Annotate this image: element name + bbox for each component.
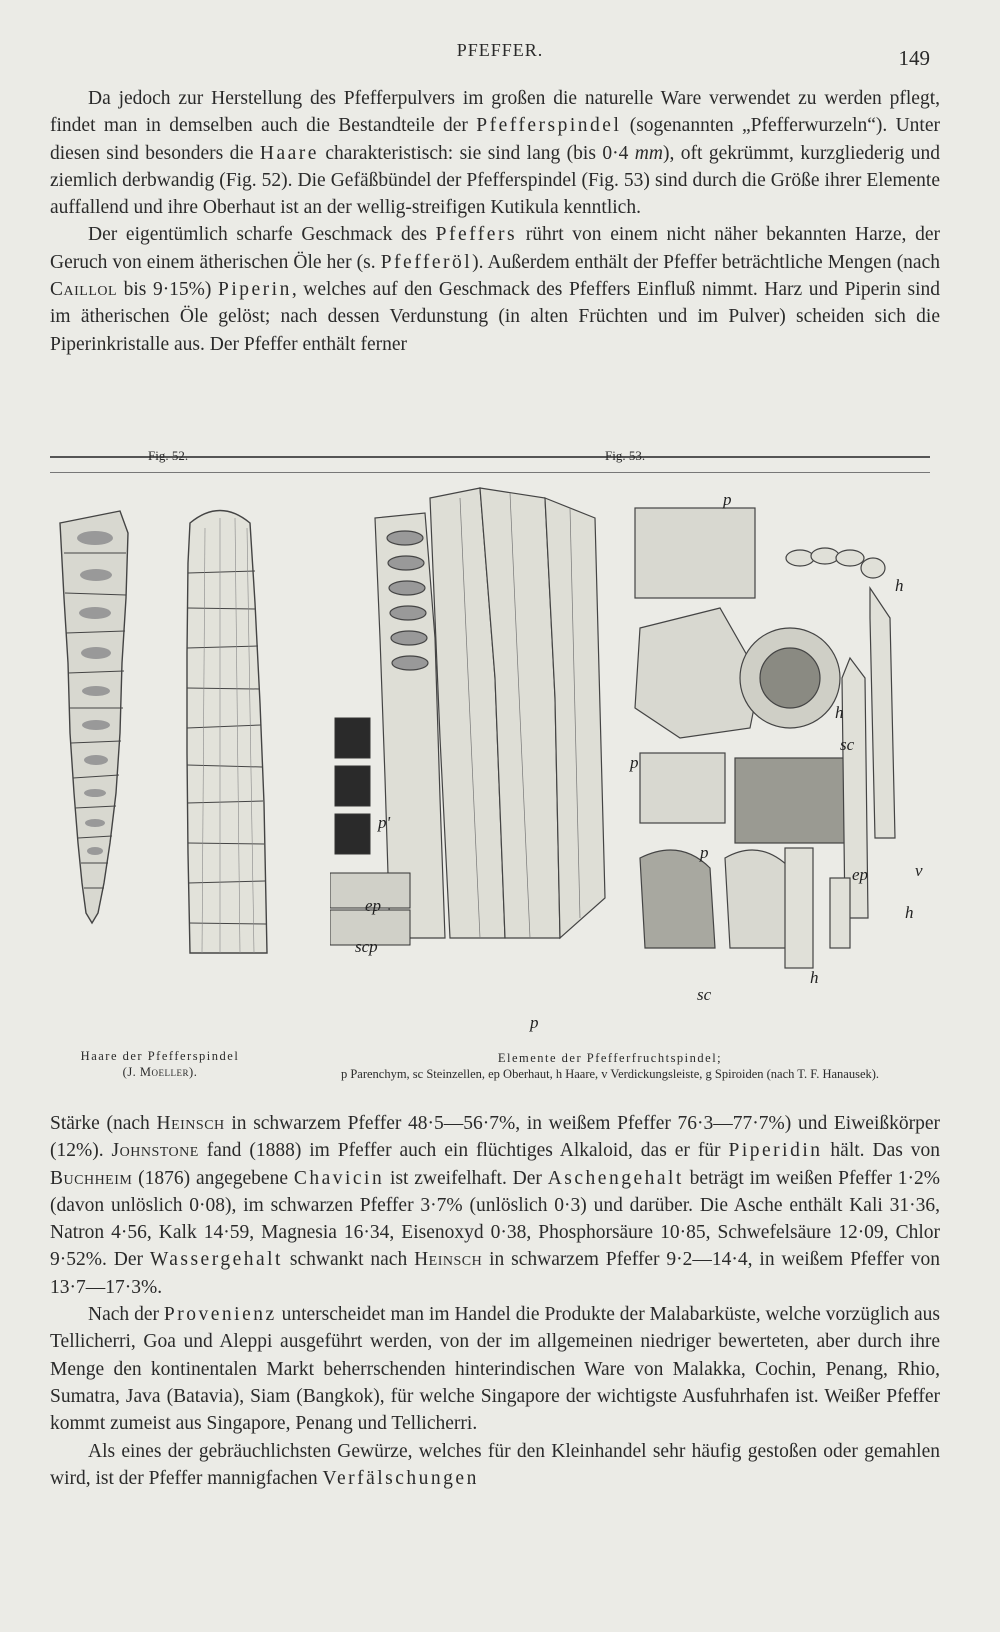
fig53-caption-title: Elemente der Pfefferfruchtspindel;: [497, 1051, 723, 1065]
spaced-term: Pfeffers: [435, 224, 518, 246]
text-run: ), oft gekrümmt, kurzgliederig und ziemlich derbwandig (Fig. 52). Die Gefäßbündel der Pfefferspindel (Fig. 53) sind durch die Größe ihrer Elemente auffallend und ihre Oberhaut ist an der wellig-streifigen Kutikula kenntlich.: [50, 142, 940, 219]
label-h-2: h: [835, 703, 844, 722]
paragraph-3: [50, 1110, 940, 1301]
body-text-bottom: [50, 1110, 940, 1492]
text-run: schwankt nach: [282, 1249, 415, 1271]
figure-second-rule: [50, 472, 930, 473]
text-run: Nach der: [88, 1304, 164, 1326]
fig52-caption-title: Haare der Pfefferspindel: [80, 1049, 240, 1063]
vessel-elements: [375, 488, 605, 938]
fig53-caption-body: p Parenchym, sc Steinzellen, ep Oberhaut, h Haare, v Verdickungsleiste, g Spiroiden (nach T. F. Hanausek).: [340, 1067, 880, 1081]
spaced-term: Piperin: [218, 279, 292, 301]
text-run: ). Außerdem enthält der Pfeffer beträchtliche Mengen (nach: [472, 251, 940, 273]
author-name: Buchheim: [50, 1167, 133, 1189]
text-run: in schwarzem Pfeffer 48·5—56·7%, in weißem Pfeffer 76·3—77·7%) und Eiweißkörper (12%).: [50, 1113, 941, 1162]
label-sc-1: sc: [840, 735, 855, 754]
label-v: v: [915, 861, 923, 880]
page-header: [0, 40, 1000, 70]
fig52-illustration: [50, 503, 330, 1023]
running-title: PFEFFER.: [456, 40, 544, 60]
spaced-term: Pfefferspindel: [476, 115, 622, 137]
text-run: ist zweifelhaft. Der: [384, 1167, 548, 1189]
label-ep-2: ep: [852, 865, 869, 884]
spaced-term: Pfefferöl: [380, 251, 473, 273]
paragraph-2: [50, 221, 940, 357]
text-run: Stärke (nach: [50, 1113, 157, 1134]
label-h-4: h: [810, 968, 819, 987]
hair-right: [187, 511, 267, 954]
spaced-term: Piperidin: [728, 1140, 823, 1162]
fig52-label: Fig. 52.: [148, 448, 189, 463]
label-scp: scp: [355, 937, 378, 956]
text-run: rührt von einem nicht näher bekannten Harze, der Geruch von einem ätherischen Öle her (s.: [50, 224, 941, 273]
label-h-1: h: [895, 576, 904, 595]
label-p-prime: p': [378, 813, 391, 832]
label-p-bottom: p: [530, 1013, 539, 1032]
paragraph-5: [50, 1438, 940, 1493]
text-run: charakteristisch: sie sind lang (bis 0·4: [318, 142, 635, 164]
spaced-term: Provenienz: [163, 1304, 277, 1326]
text-run: (sogenannten „Pfefferwurzeln“). Unter diesen sind besonders die: [50, 115, 941, 164]
author-name: Heinsch: [414, 1249, 483, 1271]
text-run: unterscheidet man im Handel die Produkte der Malabarküste, welche vorzüglich aus Tellicherri, Goa und Aleppi ausgeführt werden, von der im allgemeinen niedriger bewerteten, aber durch ihre Menge den kontinentalen Markt beherrschenden hinterindischen Ware von Malakka, Cochin, Penang, Rhio, Sumatra, Java (Batavia), Siam (Bangkok), für welche Singapore der wichtigste Ausfuhrhafen ist. Weißer Pfeffer kommt zumeist aus Singapore, Penang und Tellicherri.: [50, 1304, 941, 1435]
text-run: fand (1888) im Pfeffer auch ein flüchtiges Alkaloid, das er für: [198, 1140, 729, 1162]
text-run: Als eines der gebräuchlichsten Gewürze, welches für den Kleinhandel sehr häufig gestoßen oder gemahlen wird, ist der Pfeffer mannigfachen: [50, 1440, 940, 1489]
text-run: , welches auf den Geschmack des Pfeffers Einfluß nimmt. Harz und Piperin sind im ätherischen Öle gelöst; nach dessen Verdunstung (in alten Früchten und im Pulver) scheiden sich die Piperinkristalle aus. Der Pfeffer enthält ferner: [50, 279, 940, 355]
spaced-term: Chavicin: [293, 1167, 385, 1189]
fig53-caption: [330, 1050, 890, 1082]
italic-unit: mm: [634, 142, 663, 164]
text-run: Da jedoch zur Herstellung des Pfefferpulvers im großen die naturelle Ware verwendet zu werden pflegt, findet man in demselben auch die Bestandteile der: [50, 88, 940, 137]
paragraph-4: [50, 1301, 940, 1437]
spaced-term: Haare: [259, 142, 319, 164]
label-p-top: p: [723, 490, 732, 509]
label-h-3: h: [905, 903, 914, 922]
text-run: hält. Das von: [822, 1140, 940, 1162]
text-run: bis 9·15%): [117, 279, 218, 301]
text-run: beträgt im weißen Pfeffer 1·2% (davon unlöslich 0·08), im schwarzen Pfeffer 3·7% (unlöslich 0·3) und darüber. Die Asche enthält Kali 31·36, Natron 4·56, Kalk 14·59, Magnesia 16·34, Eisenoxyd 0·38, Phosphorsäure 10·85, Schwefelsäure 12·09, Chlor 9·52%. Der: [50, 1167, 940, 1271]
fig52-caption-credit: (J. Moeller).: [122, 1065, 198, 1079]
text-run: Der eigentümlich scharfe Geschmack des: [88, 224, 436, 246]
fig53-label: Fig. 53.: [605, 448, 646, 463]
author-name: Heinsch: [156, 1113, 225, 1134]
spaced-term: Aschengehalt: [547, 1167, 684, 1189]
author-name: Caillol: [50, 279, 118, 301]
hair-left: [60, 511, 128, 923]
text-run: in schwarzem Pfeffer 9·2—14·4, in weißem Pfeffer von 13·7—17·3%.: [50, 1249, 940, 1298]
spaced-term: Wassergehalt: [149, 1249, 283, 1271]
body-text-top: [50, 85, 940, 358]
label-p-left: p: [630, 753, 639, 772]
spaced-term: Verfälschungen: [322, 1467, 479, 1489]
label-p-mid: p: [700, 843, 709, 862]
page-number: 149: [898, 46, 930, 70]
text-run: (1876) angegebene: [132, 1167, 294, 1189]
fig53-illustration: [330, 478, 930, 1038]
label-ep-1: ep: [365, 896, 382, 915]
label-sc-2: sc: [697, 985, 712, 1004]
paragraph-1: [50, 85, 940, 221]
author-name: Johnstone: [111, 1140, 199, 1162]
fig52-caption: [45, 1048, 275, 1080]
figure-area: [50, 448, 940, 1108]
